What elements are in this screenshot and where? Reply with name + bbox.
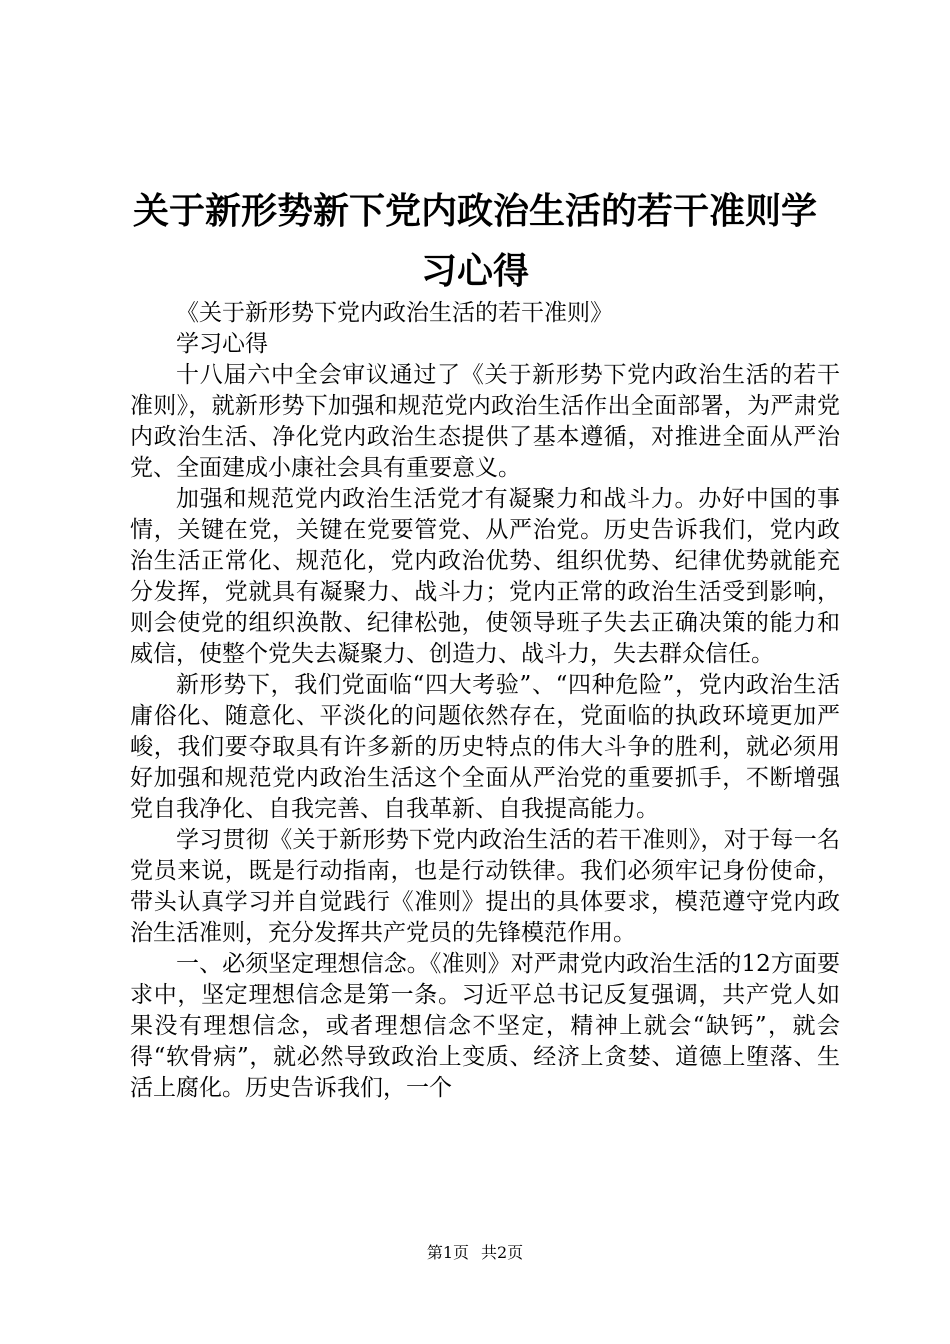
paragraph: 十八届六中全会审议通过了《关于新形势下党内政治生活的若干准则》，就新形势下加强和规范党内政治生活作出全面部署，为严肃党内政治生活、净化党内政治生态提供了基本遵循，对推进全面从严治党、全面建成小康社会具有重要意义。: [130, 362, 840, 481]
subtitle-line-2: 学习心得: [176, 331, 268, 357]
document-title: 关于新形势新下党内政治生活的若干准则学习心得: [132, 191, 817, 292]
paragraph: 新形势下，我们党面临“四大考验”、“四种危险”，党内政治生活庸俗化、随意化、平淡化的问题依然存在，党面临的执政环境更加严峻，我们要夺取具有许多新的历史特点的伟大斗争的胜利，就必须用好加强和规范党内政治生活这个全面从严治党的重要抓手，不断增强党自我净化、自我完善、自我革新、自我提高能力。: [130, 672, 840, 822]
page-footer: [0, 1243, 950, 1263]
paragraph: 加强和规范党内政治生活党才有凝聚力和战斗力。办好中国的事情，关键在党，关键在党要管党、从严治党。历史告诉我们，党内政治生活正常化、规范化，党内政治优势、组织优势、纪律优势就能充分发挥，党就具有凝聚力、战斗力；党内正常的政治生活受到影响，则会使党的组织涣散、纪律松弛，使领导班子失去正确决策的能力和威信，使整个党失去凝聚力、创造力、战斗力，失去群众信任。: [130, 486, 840, 667]
document-body: [130, 298, 840, 1104]
page-total: 共2页: [481, 1243, 524, 1262]
paragraph: 一、必须坚定理想信念。《准则》对严肃党内政治生活的12方面要求中，坚定理想信念是第一条。习近平总书记反复强调，共产党人如果没有理想信念，或者理想信念不坚定，精神上就会“缺钙”，就会得“软骨病”，就必然导致政治上变质、经济上贪婪、道德上堕落、生活上腐化。历史告诉我们，一个: [130, 951, 840, 1101]
subtitle-line-1: 《关于新形势下党内政治生活的若干准则》: [176, 300, 613, 326]
paragraph: 学习贯彻《关于新形势下党内政治生活的若干准则》，对于每一名党员来说，既是行动指南，也是行动铁律。我们必须牢记身份使命，带头认真学习并自觉践行《准则》提出的具体要求，模范遵守党内政治生活准则，充分发挥共产党员的先锋模范作用。: [130, 827, 840, 946]
page-number: 第1页: [426, 1243, 469, 1262]
